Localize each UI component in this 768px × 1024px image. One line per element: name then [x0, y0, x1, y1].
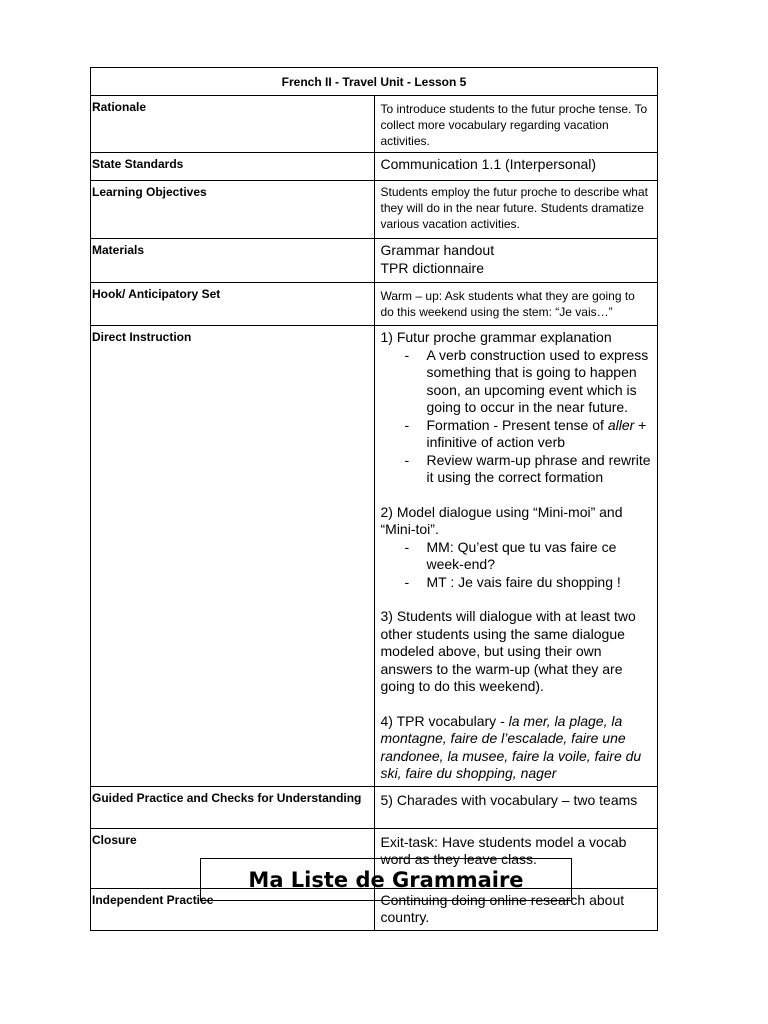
row-label-independent: Independent Practice [91, 888, 375, 930]
row-content-objectives: Students employ the futur proche to describe what they will do in the near future. Students dramatize various vacation activities. [374, 181, 658, 239]
row-content-materials [374, 239, 658, 283]
row-label-closure: Closure [91, 828, 375, 888]
table-row [91, 96, 658, 153]
row-label-standards: State Standards [91, 153, 375, 181]
row-content-guided: 5) Charades with vocabulary – two teams [374, 786, 658, 828]
row-label-guided: Guided Practice and Checks for Understanding [91, 786, 375, 828]
list-item: - A verb construction used to express something that is going to happen soon, an upcoming event which is going to occur in the near future. [404, 346, 649, 415]
materials-line-2: TPR dictionnaire [380, 259, 484, 276]
table-row [91, 153, 658, 181]
row-label-objectives: Learning Objectives [91, 181, 375, 239]
table-row [91, 283, 658, 326]
row-content-standards: Communication 1.1 (Interpersonal) [374, 153, 658, 181]
direct-list-2 [381, 539, 652, 592]
row-content-rationale: To introduce students to the futur proche tense. To collect more vocabulary regarding vacation activities. [374, 96, 658, 153]
direct-list-1 [381, 347, 652, 487]
row-content-direct [374, 326, 658, 787]
table-title: French II - Travel Unit - Lesson 5 [91, 68, 658, 96]
lesson-plan-table [90, 67, 658, 931]
list-item: - MT : Je vais faire du shopping ! [404, 573, 621, 590]
table-row [91, 786, 658, 828]
list-item: - MM: Qu’est que tu vas faire ce week-end? [404, 538, 617, 572]
row-label-direct: Direct Instruction [91, 326, 375, 787]
materials-line-1: Grammar handout [380, 242, 495, 258]
list-item: - Formation - Present tense of aller + infinitive of action verb [404, 416, 647, 450]
row-label-hook: Hook/ Anticipatory Set [91, 283, 375, 326]
row-label-materials: Materials [91, 239, 375, 283]
table-row [91, 239, 658, 283]
row-label-rationale: Rationale [91, 96, 375, 153]
list-item: - Review warm-up phrase and rewrite it using the correct formation [404, 451, 651, 485]
grammar-list-heading: Ma Liste de Grammaire [248, 867, 524, 892]
grammar-list-heading-box [200, 858, 572, 901]
direct-paragraph-2: 2) Model dialogue using “Mini-moi” and “Mini-toi”. [380, 503, 623, 537]
table-title-row [91, 68, 658, 96]
direct-paragraph-1: 1) Futur proche grammar explanation [380, 329, 612, 345]
direct-paragraph-3: 3) Students will dialogue with at least two other students using the same dialogue modeled above, but using their own answers to the warm-up (what they are going to do this weekend). [380, 608, 636, 694]
row-content-hook: Warm – up: Ask students what they are going to do this weekend using the stem: “Je vais…” [374, 283, 658, 326]
direct-paragraph-4: 4) TPR vocabulary - la mer, la plage, la montagne, faire de l’escalade, faire une randonee, la musee, faire la voile, faire du ski, faire du shopping, nager [380, 712, 642, 781]
table-row [91, 181, 658, 239]
table-row [91, 326, 658, 787]
row-content-closure: Exit-task: Have students model a vocab word as they leave class. [374, 828, 658, 888]
row-content-independent: Continuing doing online research about country. [374, 888, 658, 930]
